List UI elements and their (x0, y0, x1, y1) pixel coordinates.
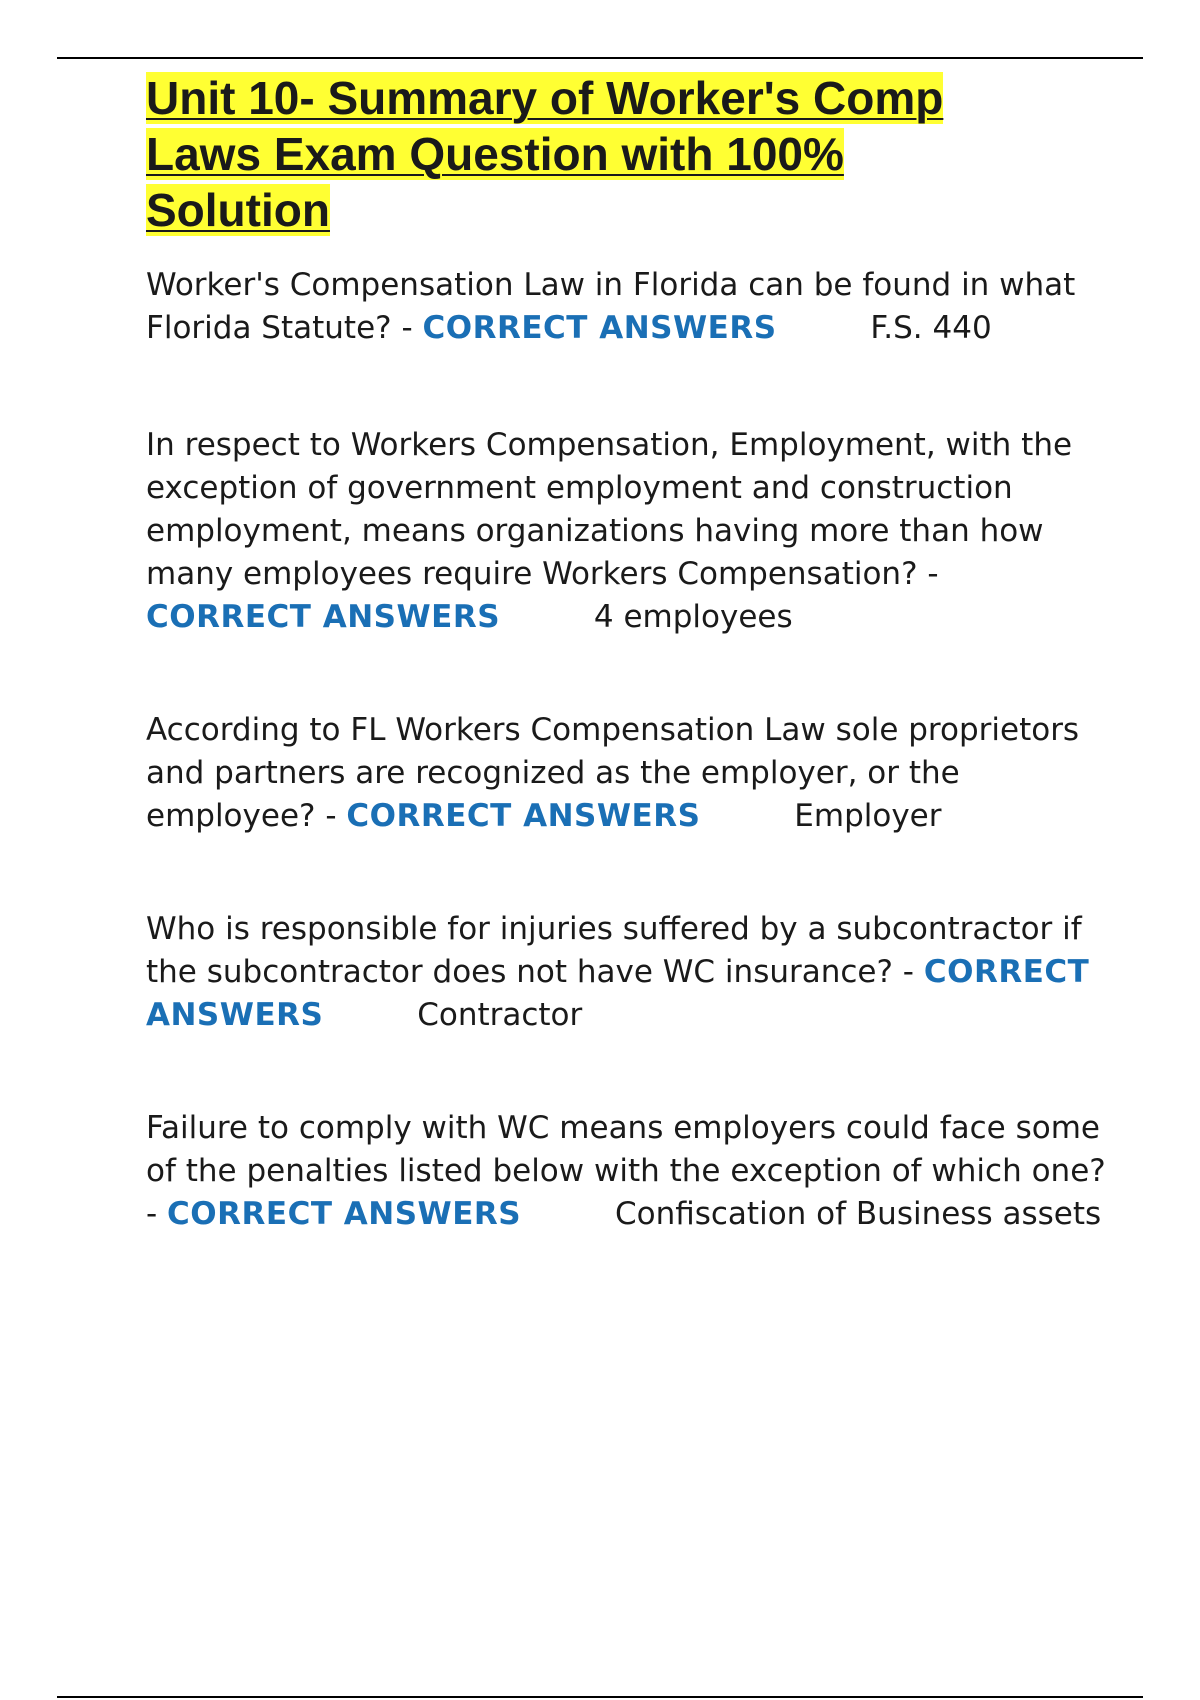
question-text: Failure to comply with WC means employers could face some of the penalties listed below with the exception of which one? - (146, 1110, 1106, 1232)
qa-item (146, 424, 1106, 639)
bottom-rule (57, 1696, 1143, 1698)
answer-text: F.S. 440 (870, 310, 992, 346)
answer-text: Confiscation of Business assets (614, 1196, 1102, 1232)
correct-answers-label: CORRECT ANSWERS (346, 798, 701, 834)
question-text: In respect to Workers Compensation, Employment, with the exception of government employment and construction employment, means organizations having more than how many employees require Workers Compensation? - (146, 427, 1073, 592)
question-text: According to FL Workers Compensation Law sole proprietors and partners are recognized as the employer, or the employee? - (146, 712, 1080, 834)
qa-item (146, 908, 1106, 1037)
top-rule (57, 57, 1143, 59)
document-title-text: Unit 10- Summary of Worker's Comp Laws Exam Question with 100% Solution (146, 72, 944, 236)
document-body (146, 70, 1106, 1306)
answer-text: Contractor (417, 997, 583, 1033)
qa-item (146, 264, 1106, 350)
question-text: Who is responsible for injuries suffered by a subcontractor if the subcontractor does not have WC insurance? - (146, 911, 1082, 990)
answer-text: Employer (794, 798, 942, 834)
document-title (146, 70, 1026, 238)
correct-answers-label: CORRECT ANSWERS (422, 310, 777, 346)
correct-answers-label: CORRECT ANSWERS (167, 1196, 522, 1232)
question-text: Worker's Compensation Law in Florida can be found in what Florida Statute? - (146, 267, 1076, 346)
correct-answers-label: CORRECT ANSWERS (146, 599, 501, 635)
correct-answers-label: CORRECT ANSWERS (146, 954, 1090, 1033)
qa-item (146, 1107, 1106, 1236)
qa-item (146, 709, 1106, 838)
qa-list (146, 264, 1106, 1236)
answer-text: 4 employees (593, 599, 793, 635)
